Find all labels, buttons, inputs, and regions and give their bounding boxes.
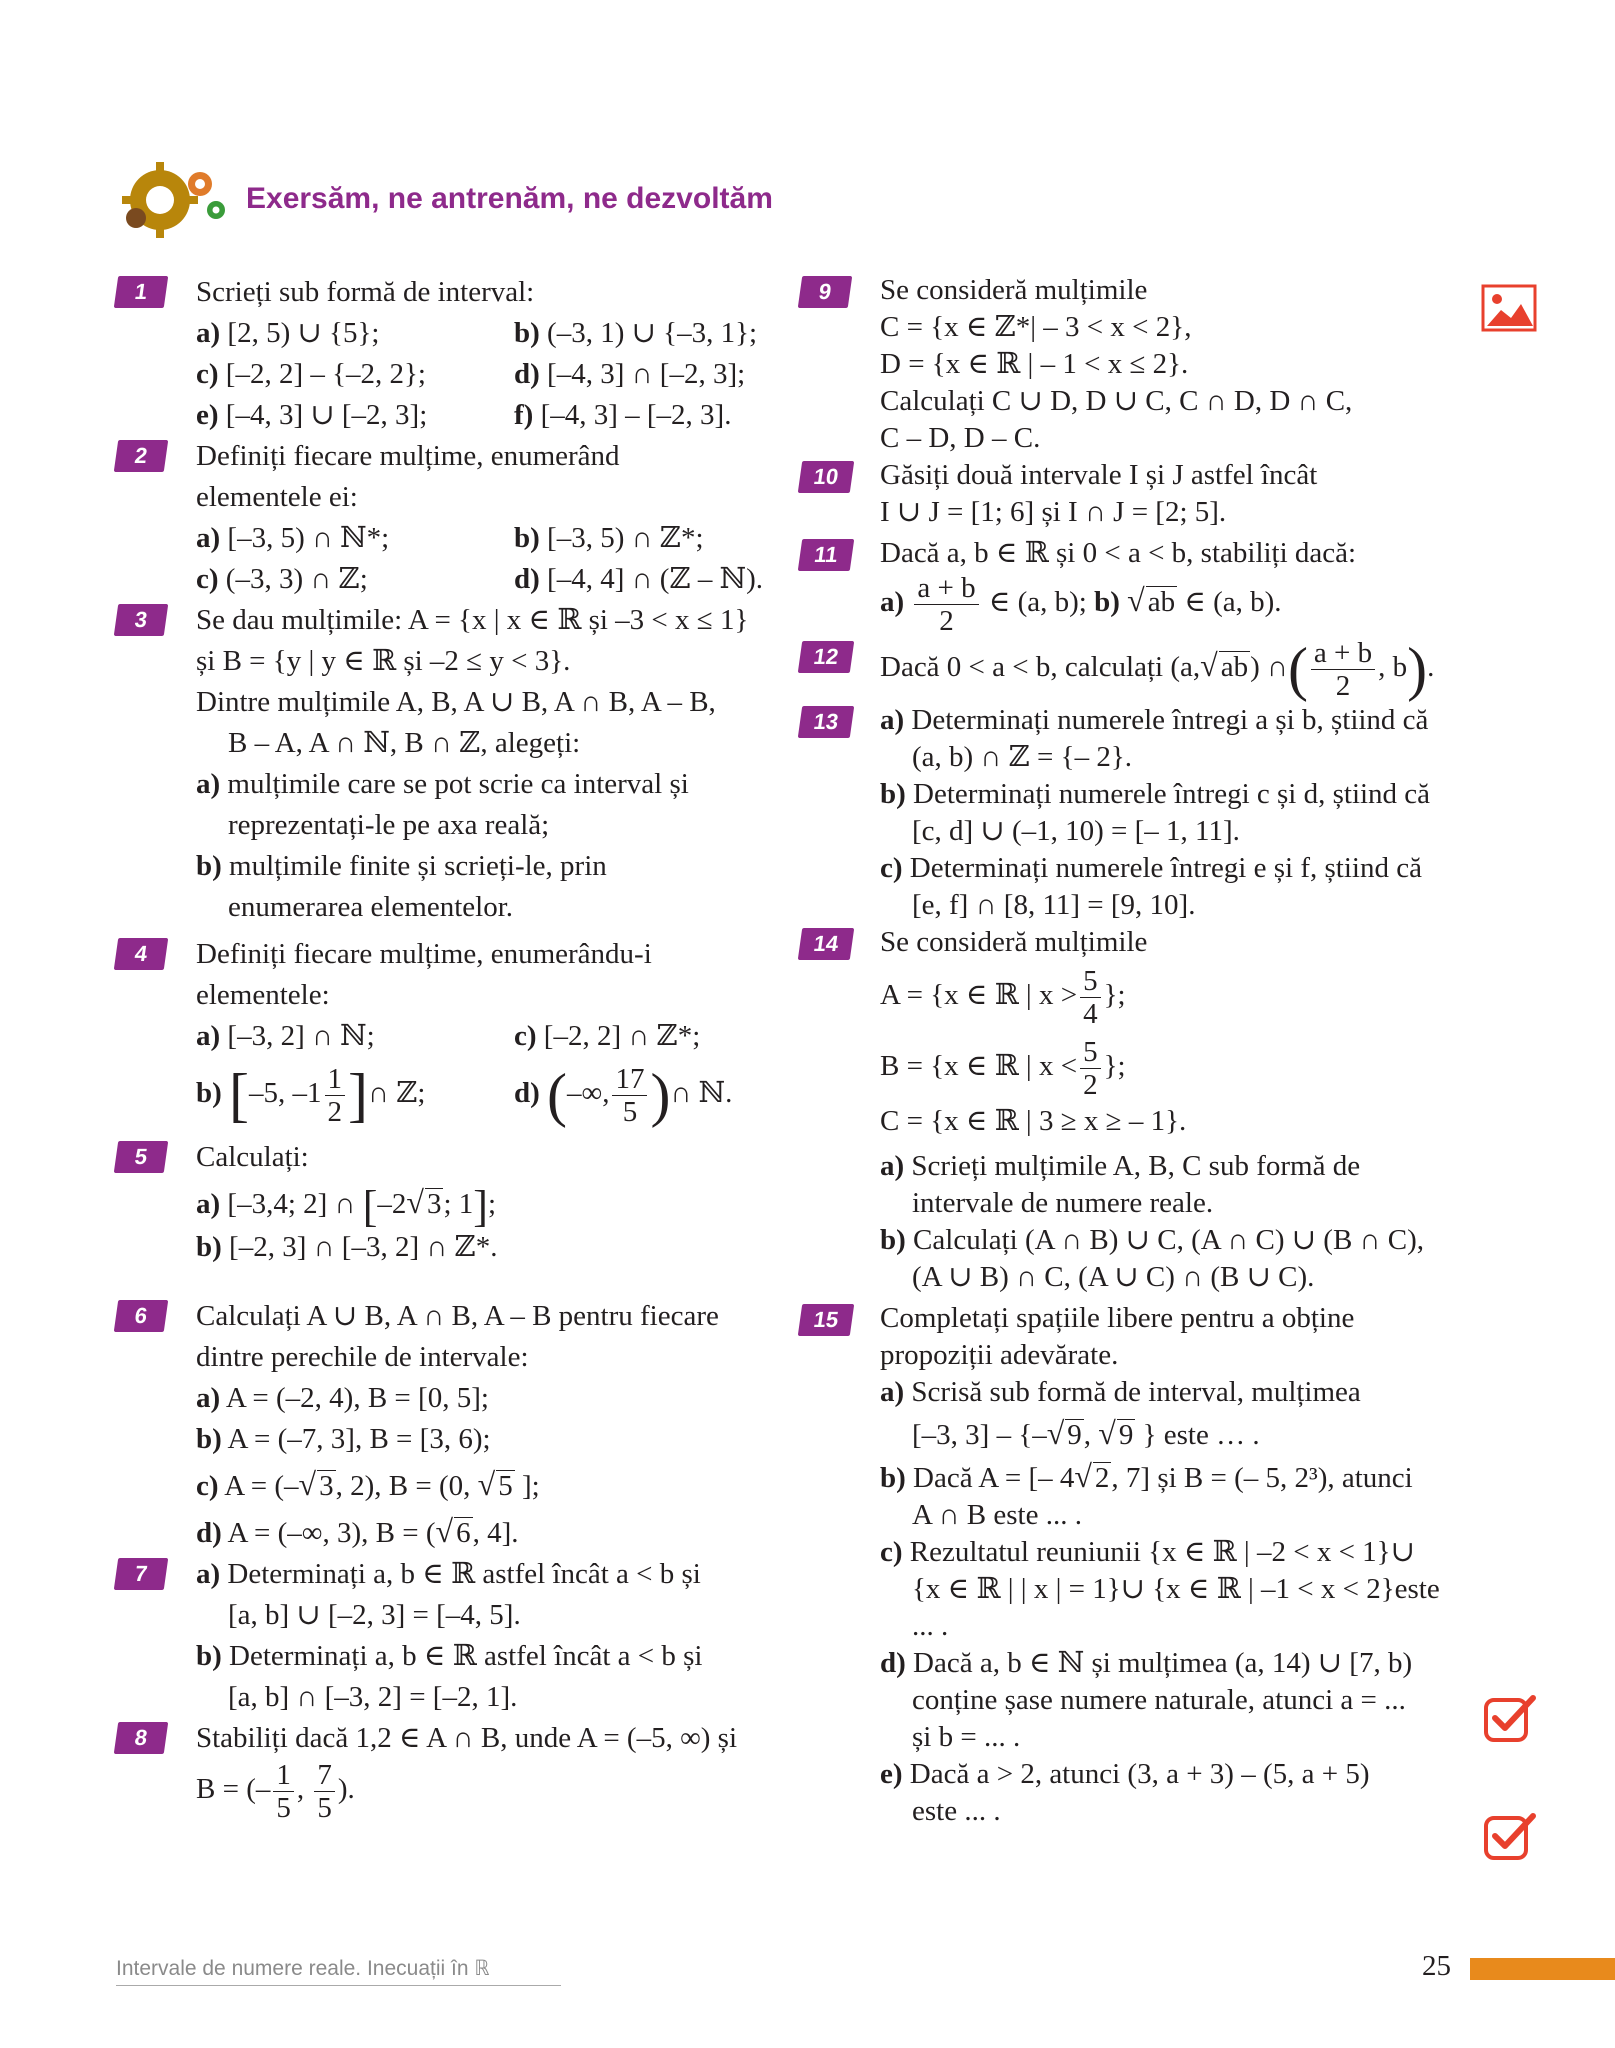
- item-a: [2, 5) ∪ {5};: [227, 317, 380, 349]
- exercise-text: elementele ei:: [196, 481, 358, 513]
- exercise-number: 9: [798, 276, 852, 308]
- item-e: [–4, 3] ∪ [–2, 3];: [225, 399, 428, 431]
- item-b: b) Dacă A = [– 4√ 2, 7] și B = (– 5, 2³), atunci: [880, 1458, 1413, 1494]
- exercise-number: 10: [798, 461, 854, 493]
- item-d-cont: și b = ... .: [912, 1721, 1021, 1753]
- exercise-number: 6: [114, 1300, 168, 1332]
- exercise-3: 3 Se dau mulțimile: A = {x | x ∈ ℝ și –3 < x ≤ 1} și B = {y | y ∈ ℝ și –2 ≤ y < 3}. Dintre mulțimile A, B, A ∪ B, A ∩ B, A – B, B – A, A ∩ ℕ, B ∩ ℤ, alegeți: a) mulțimile care se pot scrie ca interval și reprezentați-le pe axa reală; b) mulțimile finite și scrieți-le, prin enumerarea elementelor.: [116, 600, 776, 928]
- item-a: a) [–3,4; 2] ∩ [–2√ 3; 1];: [196, 1181, 496, 1231]
- item-b: mulțimile finite și scrieți-le, prin: [229, 850, 607, 882]
- set-b: B = {x ∈ ℝ | x < $\frac{5}{2}$ };: [880, 1036, 1126, 1101]
- exercise-6: 6 Calculați A ∪ B, A ∩ B, A – B pentru fiecare dintre perechile de intervale: a) A = (–2, 4), B = [0, 5]; b) A = (–7, 3], B = [3, 6); c) A = (–√ 3, 2), B = (0, √ 5 ]; d) A = (–∞, 3), B = (√ 6, 4].: [116, 1296, 776, 1554]
- exercise-text: dintre perechile de intervale:: [196, 1340, 529, 1373]
- exercise-11: [800, 535, 1490, 637]
- item-c: [–2, 2] – {–2, 2};: [225, 358, 426, 390]
- item-a-cont: [a, b] ∪ [–2, 3] = [–4, 5].: [228, 1598, 521, 1631]
- footer-chapter-title: Intervale de numere reale. Inecuații în ℝ: [116, 1956, 561, 1986]
- exercise-15: 15 Completați spațiile libere pentru a obține propoziții adevărate. a) Scrisă sub formă de interval, mulțimea [–3, 3] – {–√ 9, √ 9 } este … . b) Dacă A = [– 4√ 2, 7] și B = (– 5, 2³), atunci A ∩ B este ... . c) Rezultatul reuniunii {x ∈ ℝ | –2 < x < 1}∪ {x ∈ ℝ | | x | = 1}∪ {x ∈ ℝ | –1 < x < 2}este ... . d) Dacă a, b ∈ ℕ și mulțimea (a, 14) ∪ [7, b) conține șase numere naturale, atunci a = ... și b = ... . e) Dacă a > 2, atunci (3, a + 3) – (5, a + 5) este ... .: [800, 1300, 1490, 1830]
- item-a: [–3, 2] ∩ ℕ;: [227, 1020, 375, 1052]
- item-a-cont: intervale de numere reale.: [912, 1187, 1214, 1219]
- item-a-cont: (a, b) ∩ ℤ = {– 2}.: [912, 741, 1132, 773]
- exercise-number: 1: [114, 276, 168, 308]
- checkbox-icon: [1483, 1694, 1537, 1744]
- exercise-text: Dacă a, b ∈ ℝ și 0 < a < b, stabiliți dacă:: [880, 537, 1357, 569]
- item-a: Scrieți mulțimile A, B, C sub formă de: [911, 1150, 1361, 1182]
- checkbox-icon: [1483, 1812, 1537, 1862]
- exercise-text: Calculați C ∪ D, D ∪ C, C ∩ D, D ∩ C,: [880, 385, 1353, 417]
- exercise-text: Definiți fiecare mulțime, enumerându-i: [196, 938, 652, 970]
- exercise-text: Se consideră mulțimile: [880, 274, 1148, 306]
- exercise-text: Se dau mulțimile: A = {x | x ∈ ℝ și –3 < x ≤ 1}: [196, 604, 749, 636]
- exercise-7: 7 a) Determinați a, b ∈ ℝ astfel încât a < b și [a, b] ∪ [–2, 3] = [–4, 5]. b) Determinați a, b ∈ ℝ astfel încât a < b și [a, b] ∩ [–3, 2] = [–2, 1].: [116, 1554, 776, 1718]
- items: a) $\frac{a + b}{2}$ ∈ (a, b); b) √ ab ∈ (a, b).: [880, 572, 1282, 637]
- item-e-cont: este ... .: [912, 1795, 1001, 1827]
- exercise-number: 13: [798, 706, 854, 738]
- image-icon: [1481, 284, 1537, 332]
- item-b-cont: (A ∪ B) ∩ C, (A ∪ C) ∩ (B ∪ C).: [912, 1261, 1315, 1293]
- exercise-number: 12: [798, 641, 854, 673]
- item-a: Scrisă sub formă de interval, mulțimea: [911, 1376, 1361, 1408]
- exercise-4: 4 Definiți fiecare mulțime, enumerându-i elementele: a) [–3, 2] ∩ ℕ; c) [–2, 2] ∩ ℤ*; b) [–5, –1 $\frac{1}{2}$ ]∩ ℤ; d) (–∞, $\frac{17}{5}$ )∩ ℕ.: [116, 934, 776, 1133]
- exercise-text: Stabiliți dacă 1,2 ∈ A ∩ B, unde A = (–5, ∞) și: [196, 1721, 738, 1754]
- item-a: Determinați a, b ∈ ℝ astfel încât a < b și: [227, 1557, 701, 1590]
- exercise-1: 1 Scrieți sub formă de interval: a) [2, 5) ∪ {5}; b) (–3, 1) ∪ {–3, 1}; c) [–2, 2] – {–2, 2}; d) [–4, 3] ∩ [–2, 3]; e) [–4, 3] ∪ [–2, 3]; f) [–4, 3] – [–2, 3].: [116, 272, 776, 436]
- exercise-8: [116, 1718, 776, 1824]
- item-d: [–4, 3] ∩ [–2, 3];: [547, 358, 746, 390]
- exercise-text: I ∪ J = [1; 6] și I ∩ J = [2; 5].: [880, 496, 1227, 528]
- item-b: (–3, 1) ∪ {–3, 1};: [547, 317, 758, 349]
- footer-bar: [1470, 1958, 1615, 1980]
- exercise-text: elementele:: [196, 979, 330, 1011]
- item-d: d) A = (–∞, 3), B = (√ 6, 4].: [196, 1512, 519, 1549]
- exercise-number: 4: [114, 938, 168, 970]
- item-c: [–2, 2] ∩ ℤ*;: [543, 1020, 701, 1052]
- item-d: [–4, 4] ∩ (ℤ – ℕ).: [547, 563, 764, 595]
- exercise-text: Dacă 0 < a < b, calculați (a,√ ab) ∩( $\frac{a + b}{2}$ , b).: [880, 636, 1435, 702]
- item-c-cont: {x ∈ ℝ | | x | = 1}∪ {x ∈ ℝ | –1 < x < 2}este: [912, 1573, 1440, 1605]
- exercise-13: 13 a) Determinați numerele întregi a și b, știind că (a, b) ∩ ℤ = {– 2}. b) Determinați numerele întregi c și d, știind că [c, d] ∪ (–1, 10) = [– 1, 11]. c) Determinați numerele întregi e și f, știind că [e, f] ∩ [8, 11] = [9, 10].: [800, 702, 1490, 924]
- item-c: Rezultatul reuniunii {x ∈ ℝ | –2 < x < 1}∪: [909, 1536, 1415, 1568]
- item-b: Calculați (A ∩ B) ∪ C, (A ∩ C) ∪ (B ∩ C),: [913, 1224, 1425, 1256]
- item-a: A = (–2, 4), B = [0, 5];: [225, 1381, 489, 1414]
- item-a: [–3, 5) ∩ ℕ*;: [227, 522, 390, 554]
- item-b: Determinați a, b ∈ ℝ astfel încât a < b și: [229, 1639, 703, 1672]
- exercise-12: [800, 637, 1490, 702]
- item-d: Dacă a, b ∈ ℕ și mulțimea (a, 14) ∪ [7, b): [913, 1647, 1413, 1679]
- item-b-cont: enumerarea elementelor.: [228, 891, 514, 923]
- page-number: 25: [1422, 1950, 1451, 1982]
- exercise-text: Completați spațiile libere pentru a obține: [880, 1302, 1355, 1334]
- item-d-cont: conține șase numere naturale, atunci a = ...: [912, 1684, 1406, 1716]
- exercise-9: [800, 272, 1490, 457]
- item-e: Dacă a > 2, atunci (3, a + 3) – (5, a + 5): [909, 1758, 1370, 1790]
- item-c: (–3, 3) ∩ ℤ;: [225, 563, 368, 595]
- item-a-cont: [–3, 3] – {–√ 9, √ 9 } este … .: [912, 1415, 1260, 1451]
- left-column: [116, 272, 776, 1824]
- item-c-cont: ... .: [912, 1610, 949, 1642]
- item-f: [–4, 3] – [–2, 3].: [540, 399, 732, 431]
- exercise-2: 2 Definiți fiecare mulțime, enumerând elementele ei: a) [–3, 5) ∩ ℕ*; b) [–3, 5) ∩ ℤ*; c) (–3, 3) ∩ ℤ; d) [–4, 4] ∩ (ℤ – ℕ).: [116, 436, 776, 600]
- exercise-text: Scrieți sub formă de interval:: [196, 276, 535, 308]
- item-d: d) (–∞, $\frac{17}{5}$ )∩ ℕ.: [514, 1061, 733, 1128]
- item-b: Determinați numerele întregi c și d, știind că: [913, 778, 1431, 810]
- exercise-text: B – A, A ∩ ℕ, B ∩ ℤ, alegeți:: [228, 727, 581, 759]
- exercise-text: și B = {y | y ∈ ℝ și –2 ≤ y < 3}.: [196, 645, 571, 677]
- exercise-14: 14 Se consideră mulțimile A = {x ∈ ℝ | x > $\frac{5}{4}$ }; B = {x ∈ ℝ | x < $\frac{5}{2}$ }; C = {x ∈ ℝ | 3 ≥ x ≥ – 1}. a) Scrieți mulțimile A, B, C sub formă de intervale de numere reale. b) Calculați (A ∩ B) ∪ C, (A ∩ C) ∪ (B ∩ C), (A ∪ B) ∩ C, (A ∪ C) ∩ (B ∪ C).: [800, 924, 1490, 1296]
- exercise-number: 5: [114, 1141, 168, 1173]
- item-a-cont: reprezentați-le pe axa reală;: [228, 809, 550, 841]
- exercise-number: 15: [798, 1304, 854, 1336]
- item-b: [–2, 3] ∩ [–3, 2] ∩ ℤ*.: [229, 1230, 498, 1263]
- exercise-text: Dintre mulțimile A, B, A ∪ B, A ∩ B, A – B,: [196, 686, 716, 718]
- exercise-text: Găsiți două intervale I și J astfel încât: [880, 459, 1318, 491]
- item-b-cont: [c, d] ∪ (–1, 10) = [– 1, 11].: [912, 815, 1240, 847]
- set-a: A = {x ∈ ℝ | x > $\frac{5}{4}$ };: [880, 965, 1126, 1030]
- gears-icon: [118, 158, 228, 238]
- set-c: C = {x ∈ ℝ | 3 ≥ x ≥ – 1}.: [880, 1105, 1187, 1137]
- item-b-cont: A ∩ B este ... .: [912, 1499, 1082, 1531]
- exercise-number: 7: [114, 1558, 168, 1590]
- item-b-cont: [a, b] ∩ [–3, 2] = [–2, 1].: [228, 1680, 518, 1713]
- exercise-number: 11: [798, 539, 854, 571]
- exercise-5: 5 Calculați: a) [–3,4; 2] ∩ [–2√ 3; 1]; b) [–2, 3] ∩ [–3, 2] ∩ ℤ*.: [116, 1137, 776, 1268]
- item-b: A = (–7, 3], B = [3, 6);: [227, 1422, 491, 1455]
- item-b: [–3, 5) ∩ ℤ*;: [547, 522, 704, 554]
- exercise-text: Se consideră mulțimile: [880, 926, 1148, 958]
- exercise-text: C – D, D – C.: [880, 422, 1041, 454]
- set-b: B = (– $\frac{1}{5}$ , $\frac{7}{5}$ ).: [196, 1758, 355, 1824]
- section-title: Exersăm, ne antrenăm, ne dezvoltăm: [246, 182, 773, 215]
- exercise-text: C = {x ∈ ℤ*| – 3 < x < 2},: [880, 311, 1192, 343]
- exercise-number: 3: [114, 604, 168, 636]
- item-c: c) A = (–√ 3, 2), B = (0, √ 5 ];: [196, 1465, 540, 1502]
- item-c: Determinați numerele întregi e și f, știind că: [909, 852, 1422, 884]
- exercise-text: Calculați:: [196, 1141, 309, 1173]
- exercise-text: Calculați A ∪ B, A ∩ B, A – B pentru fiecare: [196, 1299, 719, 1332]
- item-a: mulțimile care se pot scrie ca interval și: [227, 768, 689, 800]
- exercise-text: D = {x ∈ ℝ | – 1 < x ≤ 2}.: [880, 348, 1189, 380]
- item-b: b) [–5, –1 $\frac{1}{2}$ ]∩ ℤ;: [196, 1061, 426, 1128]
- right-column: [800, 272, 1490, 1830]
- exercise-number: 8: [114, 1722, 168, 1754]
- item-c-cont: [e, f] ∩ [8, 11] = [9, 10].: [912, 889, 1196, 921]
- exercise-10: [800, 457, 1490, 531]
- exercise-number: 14: [798, 928, 854, 960]
- item-a: Determinați numerele întregi a și b, știind că: [911, 704, 1429, 736]
- exercise-number: 2: [114, 440, 168, 472]
- exercise-text: propoziții adevărate.: [880, 1339, 1119, 1371]
- exercise-text: Definiți fiecare mulțime, enumerând: [196, 440, 620, 472]
